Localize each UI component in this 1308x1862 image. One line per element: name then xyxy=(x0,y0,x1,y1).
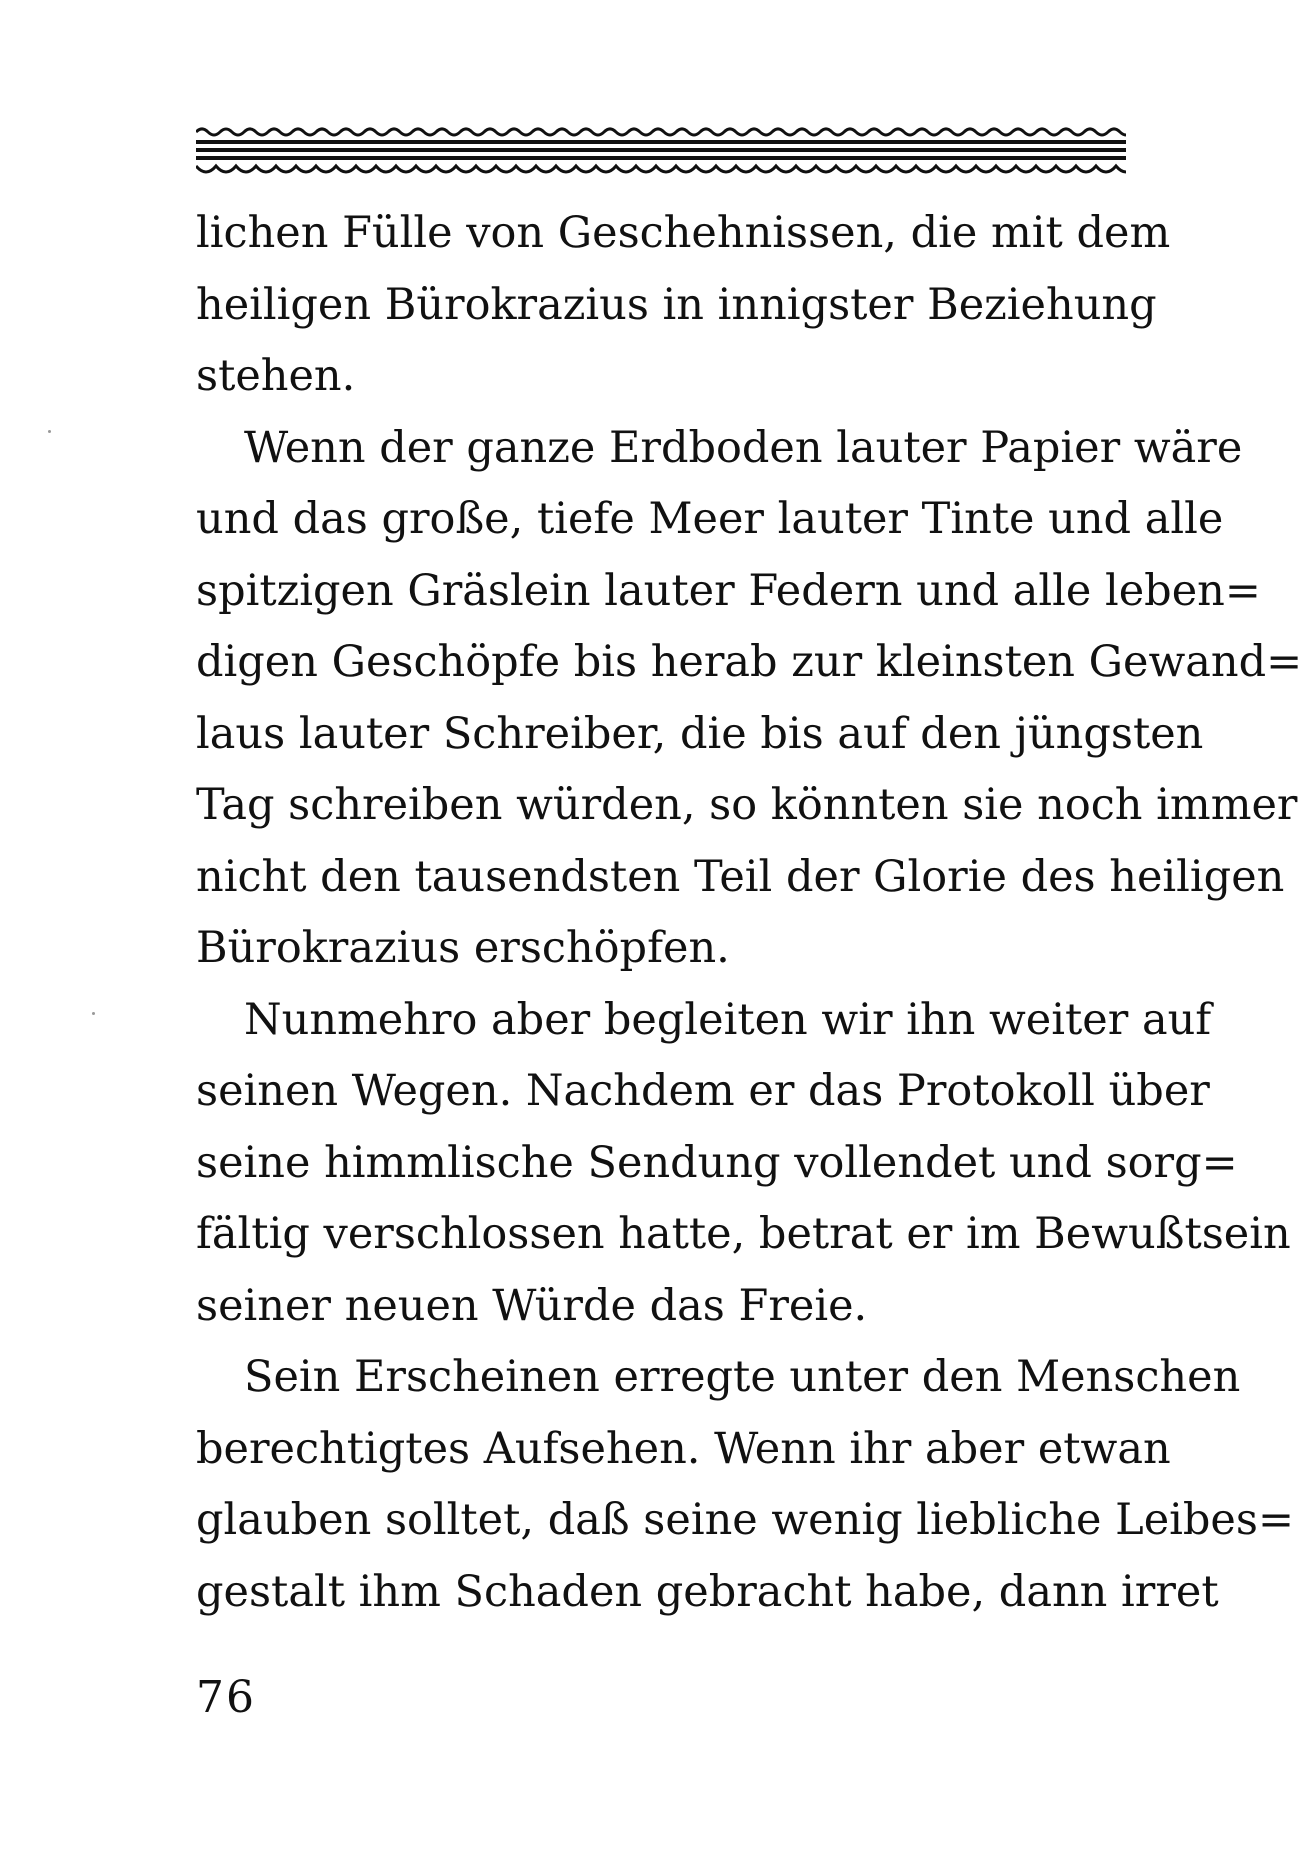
text-line: heiligen Bürokrazius in innigster Beziehung xyxy=(196,279,1157,330)
text-line: Wenn der ganze Erdboden lauter Papier wäre xyxy=(244,422,1243,473)
text-line: seine himmlische Sendung vollendet und sorg= xyxy=(196,1137,1238,1188)
text-line: gestalt ihm Schaden gebracht habe, dann irret xyxy=(196,1566,1219,1617)
text-line: seiner neuen Würde das Freie. xyxy=(196,1280,868,1331)
text-line: Sein Erscheinen erregte unter den Menschen xyxy=(244,1352,1241,1402)
text-line: lichen Fülle von Geschehnissen, die mit dem xyxy=(196,208,1171,258)
body-text xyxy=(196,198,1303,1628)
page-number: 76 xyxy=(196,1672,256,1723)
text-line: glauben solltet, daß seine wenig liebliche Leibes= xyxy=(196,1495,1294,1545)
scan-speck xyxy=(48,430,51,433)
ornament-rule-3 xyxy=(196,156,1126,160)
text-line: Tag schreiben würden, so könnten sie noch immer xyxy=(196,780,1298,830)
text-line: fältig verschlossen hatte, betrat er im Bewußtsein xyxy=(196,1209,1291,1259)
text-line: und das große, tiefe Meer lauter Tinte und alle xyxy=(196,494,1224,544)
scan-speck xyxy=(92,1012,95,1015)
ornament-bottom-scallop xyxy=(196,166,1126,172)
header-ornament xyxy=(196,124,1126,182)
text-line: spitzigen Gräslein lauter Federn und alle leben= xyxy=(196,565,1261,616)
text-line: nicht den tausendsten Teil der Glorie des heiligen xyxy=(196,851,1285,902)
ornament-rule-1 xyxy=(196,140,1126,144)
text-line: digen Geschöpfe bis herab zur kleinsten Gewand= xyxy=(196,637,1303,687)
ornament-top-wave xyxy=(196,129,1126,135)
ornament-rule-2 xyxy=(196,148,1126,152)
text-line: Nunmehro aber begleiten wir ihn weiter auf xyxy=(244,994,1212,1045)
text-line: laus lauter Schreiber, die bis auf den jüngsten xyxy=(196,708,1204,759)
text-line: seinen Wegen. Nachdem er das Protokoll über xyxy=(196,1066,1210,1116)
text-line: Bürokrazius erschöpfen. xyxy=(196,923,730,973)
text-line: stehen. xyxy=(196,351,356,401)
text-line: berechtigtes Aufsehen. Wenn ihr aber etwan xyxy=(196,1423,1171,1474)
